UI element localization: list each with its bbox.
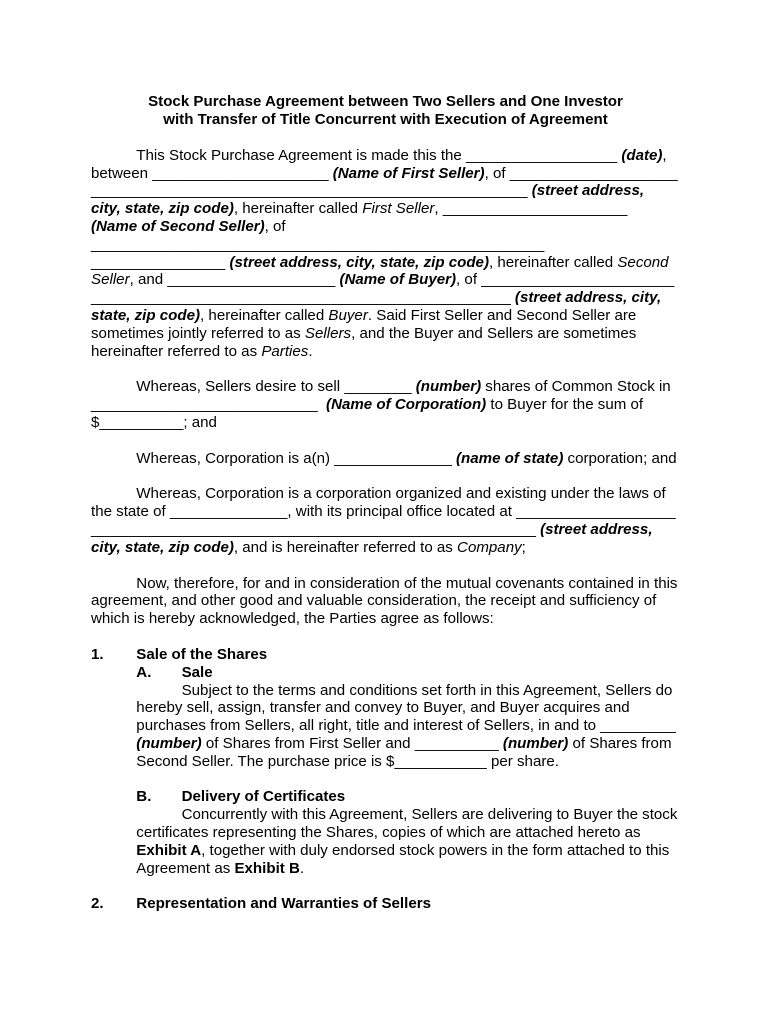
state-hint: (name of state) — [451, 449, 564, 467]
subsection-letter: B. — [136, 788, 152, 806]
body-text: certificates representing the Shares, copies of which are attached hereto as — [136, 824, 641, 842]
body-text: . Said First Seller and Second Seller are — [367, 307, 637, 325]
number-hint: (number) — [498, 735, 569, 752]
body-text: Whereas, Corporation is a(n) — [136, 449, 335, 467]
organization-state-blank: ______________ — [169, 503, 288, 521]
text-line — [91, 753, 680, 771]
number-hint: (number) — [136, 735, 202, 752]
body-text: the state of — [91, 503, 170, 521]
text-line — [91, 218, 680, 236]
text-line — [91, 539, 680, 557]
body-text: $ — [91, 414, 100, 432]
body-text: , hereinafter called — [200, 307, 329, 325]
body-text: , of — [484, 164, 510, 182]
body-text: , hereinafter called — [488, 253, 618, 271]
text-line — [91, 806, 680, 824]
body-text: to Buyer for the sum of — [486, 396, 644, 414]
body-text: Subject to the terms and conditions set forth in this Agreement, Sellers do — [181, 681, 673, 699]
body-text: between — [91, 164, 153, 182]
whereas-state-paragraph — [91, 450, 680, 468]
body-text: , and is hereinafter referred to as — [233, 538, 458, 556]
second-seller-address-blank: ______________________________________________________ — [91, 235, 545, 253]
body-text: , with its principal office located at — [287, 503, 517, 521]
defined-term: First Seller — [362, 200, 435, 218]
text-line — [91, 200, 680, 218]
body-text: Whereas, Corporation is a corporation organized and existing under the laws of — [136, 485, 666, 503]
now-therefore-paragraph — [91, 575, 680, 628]
second-seller-shares-blank: __________ — [414, 735, 499, 752]
text-line — [91, 699, 680, 717]
text-line — [91, 307, 680, 325]
price-per-share-blank: ___________ — [394, 752, 487, 770]
text-line — [91, 289, 680, 307]
corporation-name-blank: ___________________________ — [91, 396, 318, 414]
body-text: ; — [521, 538, 526, 556]
title-line-1: Stock Purchase Agreement between Two Sellers and One Investor — [148, 93, 623, 111]
subsection-1a — [91, 664, 680, 771]
body-text: . — [299, 859, 305, 877]
text-line — [91, 682, 680, 700]
body-text: , together with duly endorsed stock powers in the form attached to this — [201, 841, 670, 859]
first-seller-address-blank: ____________________ — [509, 164, 678, 182]
body-text: . — [308, 342, 313, 360]
defined-term: Parties — [261, 342, 309, 360]
text-line — [91, 236, 680, 254]
defined-term: Seller — [91, 271, 130, 289]
text-line — [91, 325, 680, 343]
text-line — [91, 396, 680, 414]
text-line — [91, 254, 680, 272]
body-text: per share. — [486, 752, 559, 770]
defined-term: Second — [617, 253, 669, 271]
intro-paragraph — [91, 147, 680, 361]
body-text: sometimes jointly referred to as — [91, 324, 305, 342]
buyer-address-blank: __________________________________________________ — [91, 289, 511, 307]
text-line — [91, 735, 680, 753]
text-line — [91, 271, 680, 289]
subsection-title: Delivery of Certificates — [181, 788, 346, 806]
office-address-hint: (street address, — [535, 521, 653, 539]
section-2 — [91, 895, 680, 913]
date-blank: __________________ — [466, 146, 618, 164]
second-seller-name-hint: (Name of Second Seller) — [91, 217, 265, 235]
text-line — [91, 182, 680, 200]
first-seller-address-blank: ____________________________________________________ — [91, 182, 528, 200]
subsection-title: Sale — [181, 663, 213, 681]
buyer-name-blank: ____________________ — [167, 271, 336, 289]
text-line — [91, 343, 680, 361]
body-text: , and — [129, 271, 168, 289]
body-text: , — [434, 200, 443, 218]
subsection-heading — [91, 664, 680, 682]
state-blank: ______________ — [334, 449, 452, 467]
section-number: 2. — [91, 895, 104, 913]
text-line — [91, 450, 680, 468]
body-text: ; and — [183, 414, 217, 432]
buyer-address-hint: (street address, city, — [510, 289, 662, 307]
share-count-hint: (number) — [411, 378, 482, 396]
first-seller-name-hint: (Name of First Seller) — [328, 164, 485, 182]
first-seller-shares-blank: _________ — [600, 717, 676, 735]
text-line — [91, 860, 680, 878]
body-text: of Shares from — [568, 735, 672, 752]
text-line: which is hereby acknowledged, the Parties agree as follows: — [91, 610, 494, 628]
document-body — [91, 93, 680, 913]
text-line — [91, 485, 680, 503]
body-text: , — [662, 146, 667, 164]
body-text: hereinafter referred to as — [91, 342, 262, 360]
body-text: , and the Buyer and Sellers are sometimes — [351, 324, 637, 342]
body-text: , of — [264, 217, 286, 235]
text-line — [91, 414, 680, 432]
section-title: Representation and Warranties of Sellers — [136, 895, 431, 913]
text-line — [91, 521, 680, 539]
text-line — [91, 503, 680, 521]
purchase-sum-blank: __________ — [99, 414, 184, 432]
date-hint: (date) — [617, 146, 663, 164]
body-text: corporation; and — [563, 449, 677, 467]
first-seller-address-hint: (street address, — [527, 182, 645, 200]
title-line-2: with Transfer of Title Concurrent with Execution of Agreement — [163, 111, 608, 129]
buyer-address-hint: state, zip code) — [91, 307, 201, 325]
defined-term: Buyer — [328, 307, 368, 325]
text-line — [91, 717, 680, 735]
first-seller-name-blank: _____________________ — [152, 164, 329, 182]
body-text: shares of Common Stock in — [481, 378, 671, 396]
whereas-sale-paragraph — [91, 378, 680, 431]
section-heading — [91, 895, 680, 913]
body-text: of Shares from First Seller and — [201, 735, 415, 752]
whereas-office-paragraph — [91, 485, 680, 556]
second-seller-name-blank: ______________________ — [442, 200, 628, 218]
body-text: , of — [456, 271, 482, 289]
document-title — [91, 93, 680, 129]
text-line — [91, 824, 680, 842]
body-text: Second Seller. The purchase price is $ — [136, 752, 395, 770]
text-line: agreement, and other good and valuable consideration, the receipt and sufficiency of — [91, 592, 657, 610]
section-number: 1. — [91, 645, 104, 663]
section-heading — [91, 646, 680, 664]
text-line — [91, 842, 680, 860]
buyer-address-blank: _______________________ — [481, 271, 675, 289]
text-line — [91, 378, 680, 396]
office-address-hint: city, state, zip code) — [91, 538, 234, 556]
share-count-blank: ________ — [344, 378, 412, 396]
body-text: Whereas, Sellers desire to sell — [136, 378, 345, 396]
second-seller-address-hint: (street address, city, state, zip code) — [225, 253, 489, 271]
subsection-heading — [91, 788, 680, 806]
body-text: Concurrently with this Agreement, Sellers are delivering to Buyer the stock — [181, 806, 678, 824]
subsection-1b — [91, 788, 680, 877]
first-seller-address-hint: city, state, zip code) — [91, 200, 234, 218]
defined-term: Sellers — [304, 324, 352, 342]
office-address-blank: _____________________________________________________ — [91, 521, 536, 539]
section-1 — [91, 646, 680, 878]
text-line — [91, 147, 680, 165]
defined-term: Company — [457, 538, 522, 556]
exhibit-reference: Exhibit B — [234, 859, 300, 877]
body-text: Agreement as — [136, 859, 235, 877]
body-text: hereby sell, assign, transfer and convey to Buyer, and Buyer acquires and — [136, 699, 630, 717]
body-text: , hereinafter called — [233, 200, 363, 218]
body-text: purchases from Sellers, all right, title and interest of Sellers, in and to — [136, 717, 601, 735]
exhibit-reference: Exhibit A — [136, 841, 202, 859]
second-seller-address-blank: ________________ — [91, 253, 226, 271]
text-line — [91, 165, 680, 183]
office-address-blank: ___________________ — [516, 503, 676, 521]
text-line: Now, therefore, for and in consideration of the mutual covenants contained in this — [136, 574, 678, 592]
section-title: Sale of the Shares — [136, 645, 268, 663]
buyer-name-hint: (Name of Buyer) — [335, 271, 457, 289]
corporation-name-hint: (Name of Corporation) — [317, 396, 487, 414]
subsection-letter: A. — [136, 663, 152, 681]
body-text: This Stock Purchase Agreement is made this the — [136, 146, 467, 164]
